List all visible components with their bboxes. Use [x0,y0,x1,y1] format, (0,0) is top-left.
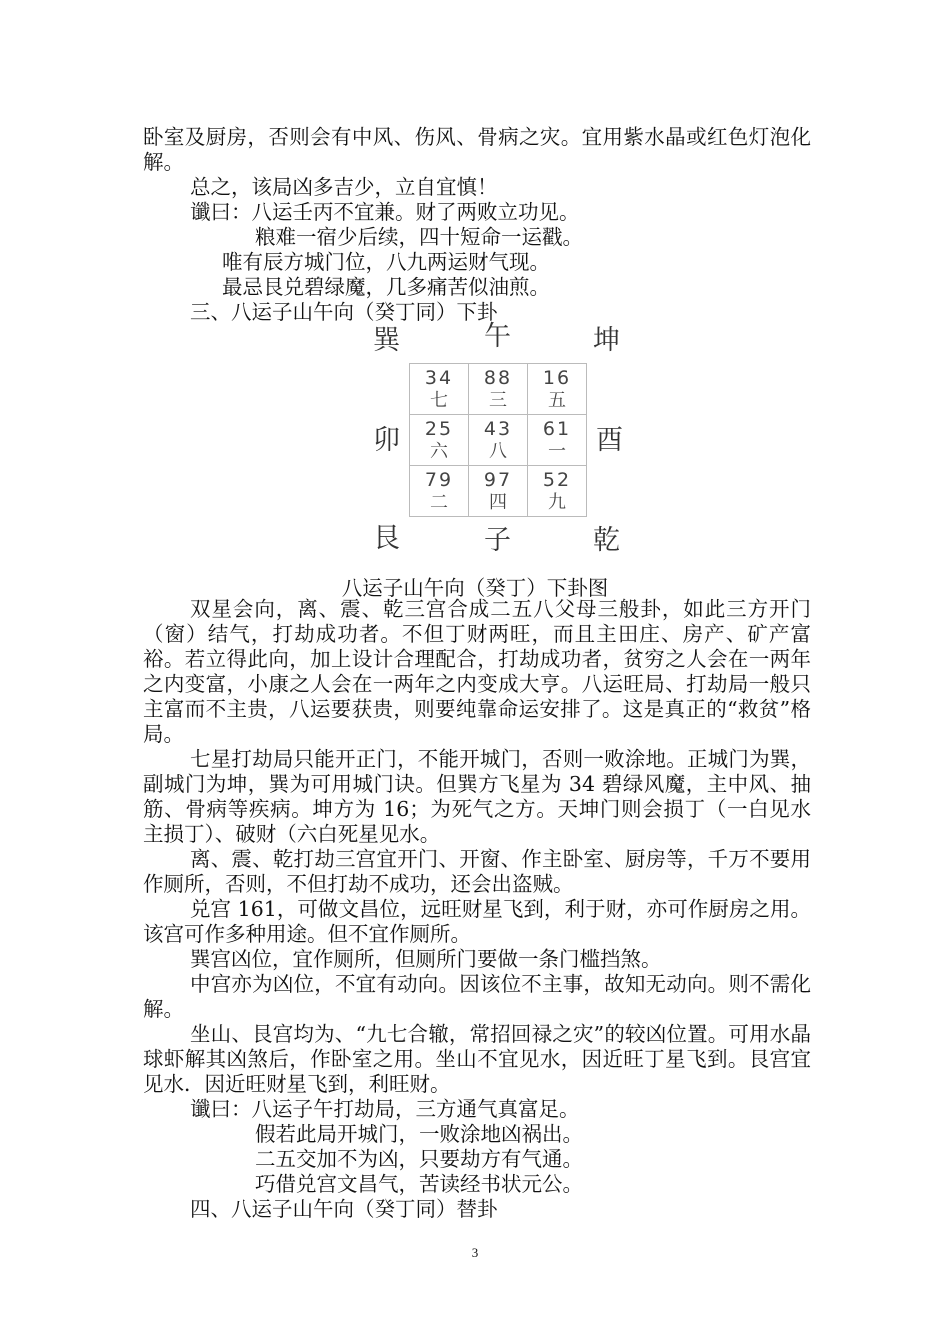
palace-gen: 79 二 [410,466,469,517]
direction-gen: 艮 [373,523,400,554]
palace-qian: 52 九 [528,466,587,517]
direction-wu: 午 [484,321,511,352]
verse2-line4: 巧借兑宫文昌气，苦读经书状元公。 [255,1172,583,1196]
palace-xun: 34 七 [410,364,469,415]
paragraph-3: 离、震、乾打劫三宫宜开门、开窗、作主卧室、厨房等，千万不要用作厕所，否则，不但打劫不成功，还会出盗贼。 [143,847,811,896]
summary-line: 总之，该局凶多吉少，立自宜慎！ [190,175,498,199]
direction-xun: 巽 [373,325,400,356]
direction-mao: 卯 [373,425,400,456]
paragraph-2: 七星打劫局只能开正门，不能开城门，否则一败涂地。正城门为巽，副城门为坤，巽为可用城门诀。但巽方飞星为 34 碧绿风魔，主中风、抽筋、骨病等疾病。坤方为 16；为死气之方。天坤门则会损丁（一白见水主损丁）、破财（六白死星见水。 [143,747,811,846]
direction-zi: 子 [484,525,511,556]
flying-star-grid [409,363,587,517]
palace-center: 43 八 [469,415,528,466]
paragraph-5: 巽宫凶位，宜作厕所，但厕所门要做一条门槛挡煞。 [190,947,662,971]
palace-kan: 97 四 [469,466,528,517]
verse2-line1: 谶曰：八运子午打劫局，三方通气真富足。 [190,1097,580,1121]
palace-li: 88 三 [469,364,528,415]
paragraph-4: 兑宫 161，可做文昌位，远旺财星飞到，利于财，亦可作厨房之用。该宫可作多种用途。但不宜作厕所。 [143,897,811,946]
palace-kun: 16 五 [528,364,587,415]
verse1-line2: 粮难一宿少后续，四十短命一运戳。 [255,225,583,249]
verse2-line2: 假若此局开城门，一败涂地凶祸出。 [255,1122,583,1146]
paragraph-6: 中宫亦为凶位，不宜有动向。因该位不主事，故知无动向。则不需化解。 [143,972,811,1021]
palace-dui: 61 一 [528,415,587,466]
paragraph-7: 坐山、艮宫均为、“九七合辙，常招回禄之灾”的较凶位置。可用水晶球虾解其凶煞后，作卧室之用。坐山不宜见水，因近旺丁星飞到。艮宫宜见水．因近旺财星飞到，利旺财。 [143,1022,811,1096]
section3-heading: 三、八运子山午向（癸丁同）下卦 [190,300,498,324]
grid-caption: 八运子山午向（癸丁）下卦图 [341,576,609,600]
verse2-line3: 二五交加不为凶，只要劫方有气通。 [255,1147,583,1171]
verse1-line4: 最忌艮兑碧绿魔，几多痛苦似油煎。 [222,275,550,299]
palace-zhen: 25 六 [410,415,469,466]
direction-you: 酉 [596,425,623,456]
page-number: 3 [471,1245,479,1260]
direction-kun: 坤 [593,325,620,356]
section4-heading: 四、八运子山午向（癸丁同）替卦 [190,1197,498,1221]
verse1-line3: 唯有辰方城门位，八九两运财气现。 [222,250,550,274]
direction-qian: 乾 [593,525,620,556]
paragraph-continued: 卧室及厨房，否则会有中风、伤风、骨病之灾。宜用紫水晶或红色灯泡化解。 [143,125,811,174]
verse1-line1: 谶曰：八运壬丙不宜兼。财了两败立功见。 [190,200,580,224]
paragraph-1: 双星会向，离、震、乾三宫合成二五八父母三般卦，如此三方开门（窗）结气，打劫成功者。不但丁财两旺，而且主田庄、房产、矿产富裕。若立得此向，加上设计合理配合，打劫成功者，贫穷之人会在一两年之内变富，小康之人会在一两年之内变成大亨。八运旺局、打劫局一般只主富而不主贵，八运要获贵，则要纯靠命运安排了。这是真正的“救贫”格局。 [143,597,811,746]
